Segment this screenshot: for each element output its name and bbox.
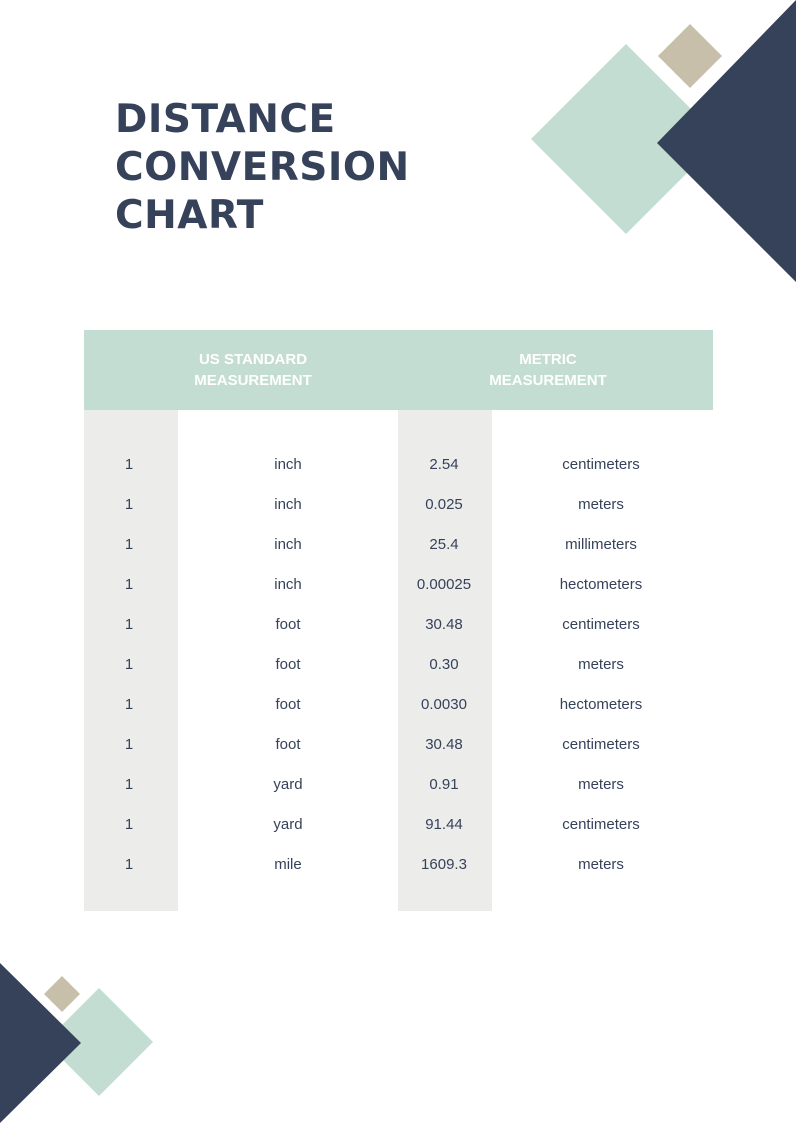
conversion-table [84, 330, 713, 911]
table-header [84, 330, 713, 410]
metric-unit-cell: centimeters [562, 616, 640, 633]
qty-cell: 1 [124, 656, 134, 673]
qty-cell: 1 [124, 816, 134, 833]
qty-cell: 1 [124, 776, 134, 793]
metric-value-cell: 0.00025 [416, 576, 472, 593]
table-row [84, 725, 713, 765]
metric-unit-cell: meters [578, 656, 624, 673]
header-metric [473, 349, 623, 391]
qty-cell: 1 [124, 456, 134, 473]
qty-cell: 1 [124, 696, 134, 713]
qty-cell: 1 [124, 616, 134, 633]
table-row [84, 805, 713, 845]
tan-diamond-top [658, 24, 722, 88]
table-row [84, 845, 713, 885]
metric-unit-cell: centimeters [562, 456, 640, 473]
table-row [84, 485, 713, 525]
metric-unit-cell: meters [578, 776, 624, 793]
us-unit-cell: inch [274, 536, 302, 553]
metric-value-cell: 0.025 [425, 496, 463, 513]
us-unit-cell: yard [273, 776, 303, 793]
metric-value-cell: 25.4 [429, 536, 459, 553]
qty-cell: 1 [124, 496, 134, 513]
tan-diamond-bottom [44, 976, 80, 1012]
metric-unit-cell: centimeters [562, 816, 640, 833]
us-unit-cell: mile [274, 856, 302, 873]
us-unit-cell: foot [275, 736, 301, 753]
metric-unit-cell: hectometers [559, 576, 643, 593]
metric-value-cell: 0.0030 [421, 696, 467, 713]
us-unit-cell: yard [273, 816, 303, 833]
qty-cell: 1 [124, 536, 134, 553]
us-unit-cell: inch [274, 496, 302, 513]
us-unit-cell: foot [275, 616, 301, 633]
us-unit-cell: inch [274, 576, 302, 593]
header-us-line-2: MEASUREMENT [194, 372, 312, 389]
qty-cell: 1 [124, 576, 134, 593]
metric-value-cell: 1609.3 [421, 856, 467, 873]
metric-unit-cell: centimeters [562, 736, 640, 753]
table-row [84, 605, 713, 645]
header-us-standard [178, 349, 328, 391]
metric-unit-cell: hectometers [559, 696, 643, 713]
title-line-1: DISTANCE [115, 97, 336, 142]
us-unit-cell: foot [275, 656, 301, 673]
table-row [84, 765, 713, 805]
qty-cell: 1 [124, 856, 134, 873]
metric-value-cell: 30.48 [425, 616, 463, 633]
table-row [84, 445, 713, 485]
qty-cell: 1 [124, 736, 134, 753]
metric-unit-cell: meters [578, 856, 624, 873]
title-line-3: CHART [115, 193, 264, 238]
metric-value-cell: 0.30 [429, 656, 459, 673]
us-unit-cell: inch [274, 456, 302, 473]
metric-value-cell: 0.91 [429, 776, 459, 793]
title-line-2: CONVERSION [115, 145, 410, 190]
metric-unit-cell: millimeters [565, 536, 637, 553]
table-row [84, 645, 713, 685]
page-title [115, 96, 410, 240]
table-row [84, 685, 713, 725]
metric-value-cell: 91.44 [425, 816, 463, 833]
table-row [84, 525, 713, 565]
metric-value-cell: 30.48 [425, 736, 463, 753]
header-metric-line-1: METRIC [519, 351, 577, 368]
table-row [84, 565, 713, 605]
us-unit-cell: foot [275, 696, 301, 713]
metric-unit-cell: meters [578, 496, 624, 513]
metric-value-cell: 2.54 [429, 456, 459, 473]
header-metric-line-2: MEASUREMENT [489, 372, 607, 389]
header-us-line-1: US STANDARD [198, 351, 308, 368]
